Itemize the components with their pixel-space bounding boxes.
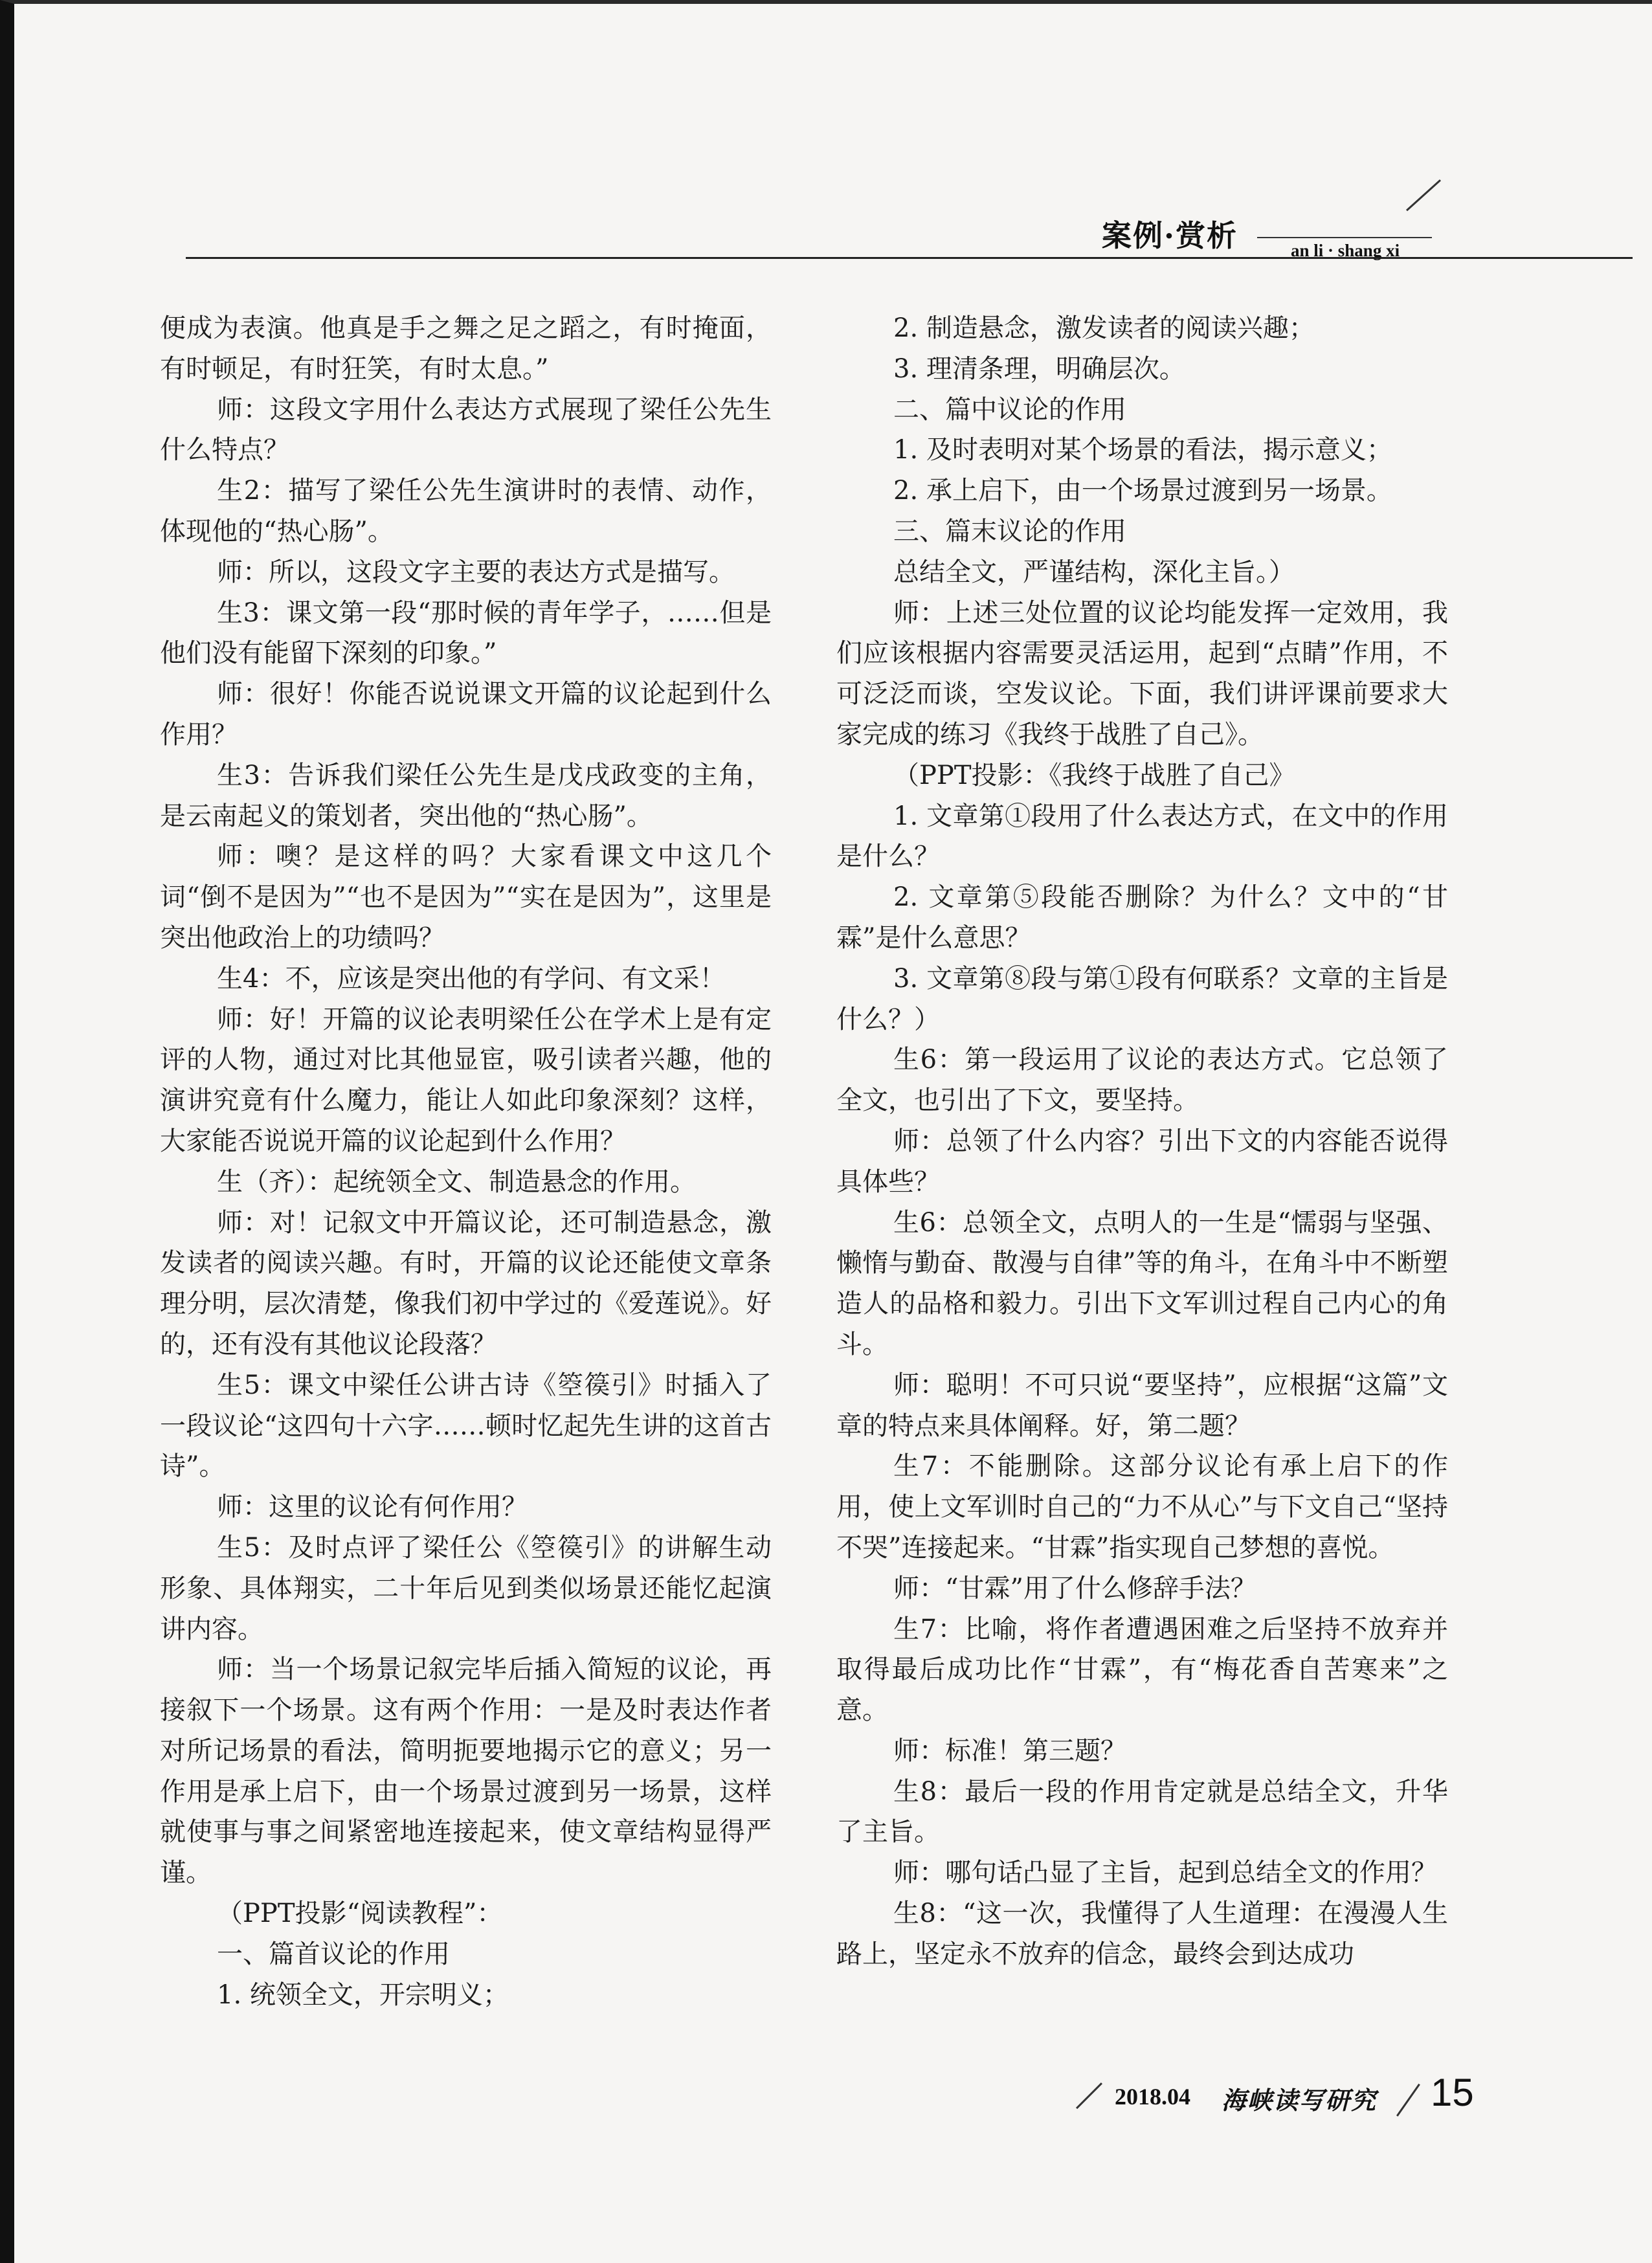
paragraph: 生5：及时点评了梁任公《箜篌引》的讲解生动形象、具体翔实，二十年后见到类似场景还能忆起演讲内容。 bbox=[160, 1532, 772, 1644]
paragraph: 二、篇中议论的作用 bbox=[893, 394, 1126, 425]
paragraph: 2. 承上启下，由一个场景过渡到另一场景。 bbox=[893, 476, 1392, 506]
header-decor-line bbox=[1257, 237, 1432, 238]
paragraph: 1. 及时表明对某个场景的看法，揭示意义； bbox=[893, 435, 1392, 465]
right-column bbox=[836, 308, 1448, 1975]
paragraph: 师：好！开篇的议论表明梁任公在学术上是有定评的人物，通过对比其他显宦，吸引读者兴趣，他的演讲究竟有什么魔力，能让人如此印象深刻？这样，大家能否说说开篇的议论起到什么作用？ bbox=[160, 1004, 772, 1156]
paragraph: 1. 统领全文，开宗明义； bbox=[217, 1979, 509, 2010]
paragraph: 师：噢？是这样的吗？大家看课文中这几个词“倒不是因为”“也不是因为”“实在是因为”，这里是突出他政治上的功绩吗？ bbox=[160, 842, 772, 953]
paragraph: 生7：比喻，将作者遭遇困难之后坚持不放弃并取得最后成功比作“甘霖”，有“梅花香自苦寒来”之意。 bbox=[836, 1614, 1448, 1726]
page-number: 15 bbox=[1431, 2071, 1474, 2114]
paragraph: 师：“甘霖”用了什么修辞手法？ bbox=[893, 1573, 1256, 1603]
paragraph: 生7：不能删除。这部分议论有承上启下的作用，使上文军训时自己的“力不从心”与下文自己“坚持不哭”连接起来。“甘霖”指实现自己梦想的喜悦。 bbox=[836, 1451, 1448, 1563]
left-column bbox=[160, 308, 772, 2015]
paragraph: 生6：总领全文，点明人的一生是“懦弱与坚强、懒惰与勤奋、散漫与自律”等的角斗，在角斗中不断塑造人的品格和毅力。引出下文军训过程自己内心的角斗。 bbox=[836, 1207, 1448, 1359]
issue-date: 2018.04 bbox=[1115, 2084, 1190, 2110]
paragraph: 一、篇首议论的作用 bbox=[217, 1939, 450, 1969]
journal-name: 海峡读写研究 bbox=[1222, 2086, 1378, 2115]
paragraph: 生（齐）：起统领全文、制造悬念的作用。 bbox=[217, 1166, 696, 1197]
paragraph: 师：这里的议论有何作用？ bbox=[217, 1492, 528, 1522]
paragraph: 师：对！记叙文中开篇议论，还可制造悬念，激发读者的阅读兴趣。有时，开篇的议论还能使文章条理分明，层次清楚，像我们初中学过的《爱莲说》。好的，还有没有其他议论段落？ bbox=[160, 1207, 772, 1359]
paragraph: 师：标准！第三题？ bbox=[893, 1735, 1126, 1766]
paragraph: 生8：最后一段的作用肯定就是总结全文，升华了主旨。 bbox=[836, 1776, 1448, 1847]
paragraph: 师：哪句话凸显了主旨，起到总结全文的作用？ bbox=[893, 1858, 1437, 1888]
paragraph: 师：聪明！不可只说“要坚持”，应根据“这篇”文章的特点来具体阐释。好，第二题？ bbox=[836, 1370, 1448, 1441]
paragraph: 师：当一个场景记叙完毕后插入简短的议论，再接叙下一个场景。这有两个作用：一是及时表达作者对所记场景的看法，简明扼要地揭示它的意义；另一作用是承上启下，由一个场景过渡到另一场景，这样就使事与事之间紧密地连接起来，使文章结构显得严谨。 bbox=[160, 1655, 772, 1888]
paragraph: 3. 文章第⑧段与第①段有何联系？文章的主旨是什么？） bbox=[836, 963, 1448, 1034]
paragraph: 生5：课文中梁任公讲古诗《箜篌引》时插入了一段议论“这四句十六字……顿时忆起先生讲的这首古诗”。 bbox=[160, 1370, 772, 1482]
paragraph: 2. 文章第⑤段能否删除？为什么？文中的“甘霖”是什么意思？ bbox=[836, 882, 1448, 953]
section-title: 案例·赏析 bbox=[1102, 218, 1238, 253]
footer-decor-slash-2 bbox=[1396, 2084, 1420, 2117]
footer-decor-slash bbox=[1076, 2082, 1102, 2109]
paragraph: 生8：“这一次，我懂得了人生道理：在漫漫人生路上，坚定永不放弃的信念，最终会到达成功 bbox=[836, 1899, 1448, 1969]
paragraph: 总结全文，严谨结构，深化主旨。） bbox=[893, 557, 1295, 587]
page-footer bbox=[1076, 2070, 1568, 2122]
paragraph: 生4：不，应该是突出他的有学问、有文采！ bbox=[217, 963, 726, 994]
header-decor-slash bbox=[1406, 179, 1441, 211]
paragraph: 师：总领了什么内容？引出下文的内容能否说得具体些？ bbox=[836, 1126, 1448, 1197]
paragraph: （PPT投影：《我终于战胜了自己》 bbox=[893, 760, 1295, 790]
header-rule bbox=[186, 257, 1633, 259]
paragraph: 生3：课文第一段“那时候的青年学子，……但是他们没有能留下深刻的印象。” bbox=[160, 597, 772, 669]
section-subtitle: an li · shang xi bbox=[1291, 241, 1400, 260]
paragraph: 师：所以，这段文字主要的表达方式是描写。 bbox=[217, 557, 735, 587]
paragraph: 2. 制造悬念，激发读者的阅读兴趣； bbox=[893, 313, 1315, 343]
paragraph: 便成为表演。他真是手之舞之足之蹈之，有时掩面，有时顿足，有时狂笑，有时太息。” bbox=[160, 313, 772, 384]
paragraph: 生3：告诉我们梁任公先生是戊戌政变的主角，是云南起义的策划者，突出他的“热心肠”。 bbox=[160, 760, 772, 831]
paragraph: 三、篇末议论的作用 bbox=[893, 516, 1126, 546]
paragraph: 师：很好！你能否说说课文开篇的议论起到什么作用？ bbox=[160, 679, 772, 750]
paragraph: 1. 文章第①段用了什么表达方式，在文中的作用是什么？ bbox=[836, 801, 1448, 872]
paragraph: 生6：第一段运用了议论的表达方式。它总领了全文，也引出了下文，要坚持。 bbox=[836, 1045, 1448, 1116]
paragraph: 生2：描写了梁任公先生演讲时的表情、动作，体现他的“热心肠”。 bbox=[160, 476, 772, 546]
paragraph: 师：这段文字用什么表达方式展现了梁任公先生什么特点？ bbox=[160, 394, 772, 465]
paragraph: （PPT投影“阅读教程”： bbox=[217, 1899, 503, 1929]
paragraph: 3. 理清条理，明确层次。 bbox=[893, 353, 1185, 384]
paragraph: 师：上述三处位置的议论均能发挥一定效用，我们应该根据内容需要灵活运用，起到“点睛”作用，不可泛泛而谈，空发议论。下面，我们讲评课前要求大家完成的练习《我终于战胜了自己》。 bbox=[836, 597, 1448, 750]
